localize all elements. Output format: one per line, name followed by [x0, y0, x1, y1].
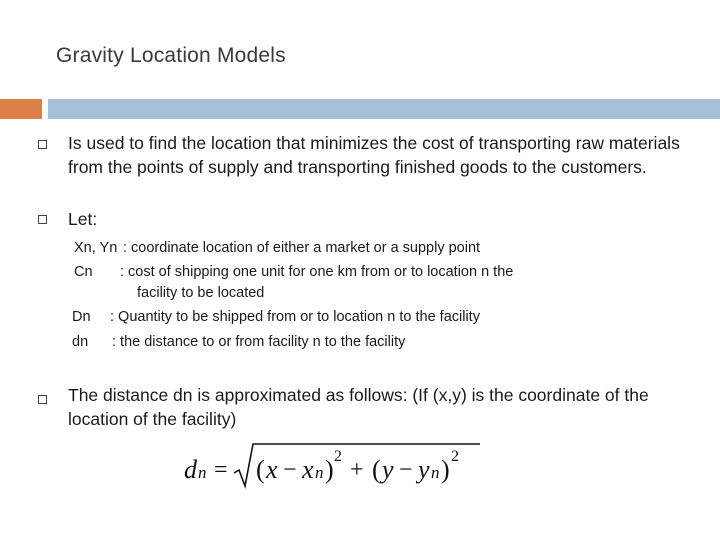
formula-y: y — [382, 455, 394, 484]
accent-bar-orange — [0, 99, 42, 119]
definition-desc: : cost of shipping one unit for one km from or to location n the — [120, 264, 514, 280]
formula-x: x — [266, 455, 278, 484]
formula-equals: = — [214, 457, 228, 483]
definition-term: Cn — [74, 264, 93, 280]
formula-minus: − — [399, 457, 413, 483]
accent-bar-blue — [48, 99, 720, 119]
bullet-text: Let: — [68, 209, 98, 229]
definition-desc: : the distance to or from facility n to the facility — [112, 334, 406, 350]
distance-formula — [180, 440, 490, 494]
formula-close-paren: ) — [325, 455, 334, 484]
formula-yn: y — [418, 455, 430, 484]
formula-lhs-sub: n — [198, 463, 207, 482]
formula-open-paren: ( — [256, 455, 265, 484]
formula-lhs: d — [184, 455, 197, 484]
formula-xn: x — [302, 455, 314, 484]
formula-xn-sub: n — [315, 463, 324, 482]
definition-term: Dn — [72, 309, 91, 325]
definition-desc-continued: facility to be located — [137, 285, 265, 301]
bullet-text: The distance dn is approximated as follows: (If (x,y) is the coordinate of the location of the facility) — [68, 385, 649, 429]
definition-term: dn — [72, 334, 89, 350]
formula-square: 2 — [451, 448, 459, 465]
formula-yn-sub: n — [431, 463, 440, 482]
formula-square: 2 — [334, 448, 342, 465]
formula-open-paren: ( — [372, 455, 381, 484]
formula-minus: − — [283, 457, 297, 483]
definition-term: Xn, Yn — [74, 240, 118, 256]
formula-plus: + — [350, 457, 364, 483]
definition-desc: : coordinate location of either a market or a supply point — [123, 240, 481, 256]
bullet-square-icon — [38, 140, 47, 149]
bullet-text: Is used to find the location that minimizes the cost of transporting raw materials from the points of supply and transporting finished goods to the customers. — [68, 133, 680, 177]
slide-title: Gravity Location Models — [56, 44, 286, 67]
formula-close-paren: ) — [441, 455, 450, 484]
definition-desc: : Quantity to be shipped from or to location n to the facility — [110, 309, 480, 325]
bullet-square-icon — [38, 215, 47, 224]
bullet-square-icon — [38, 395, 47, 404]
